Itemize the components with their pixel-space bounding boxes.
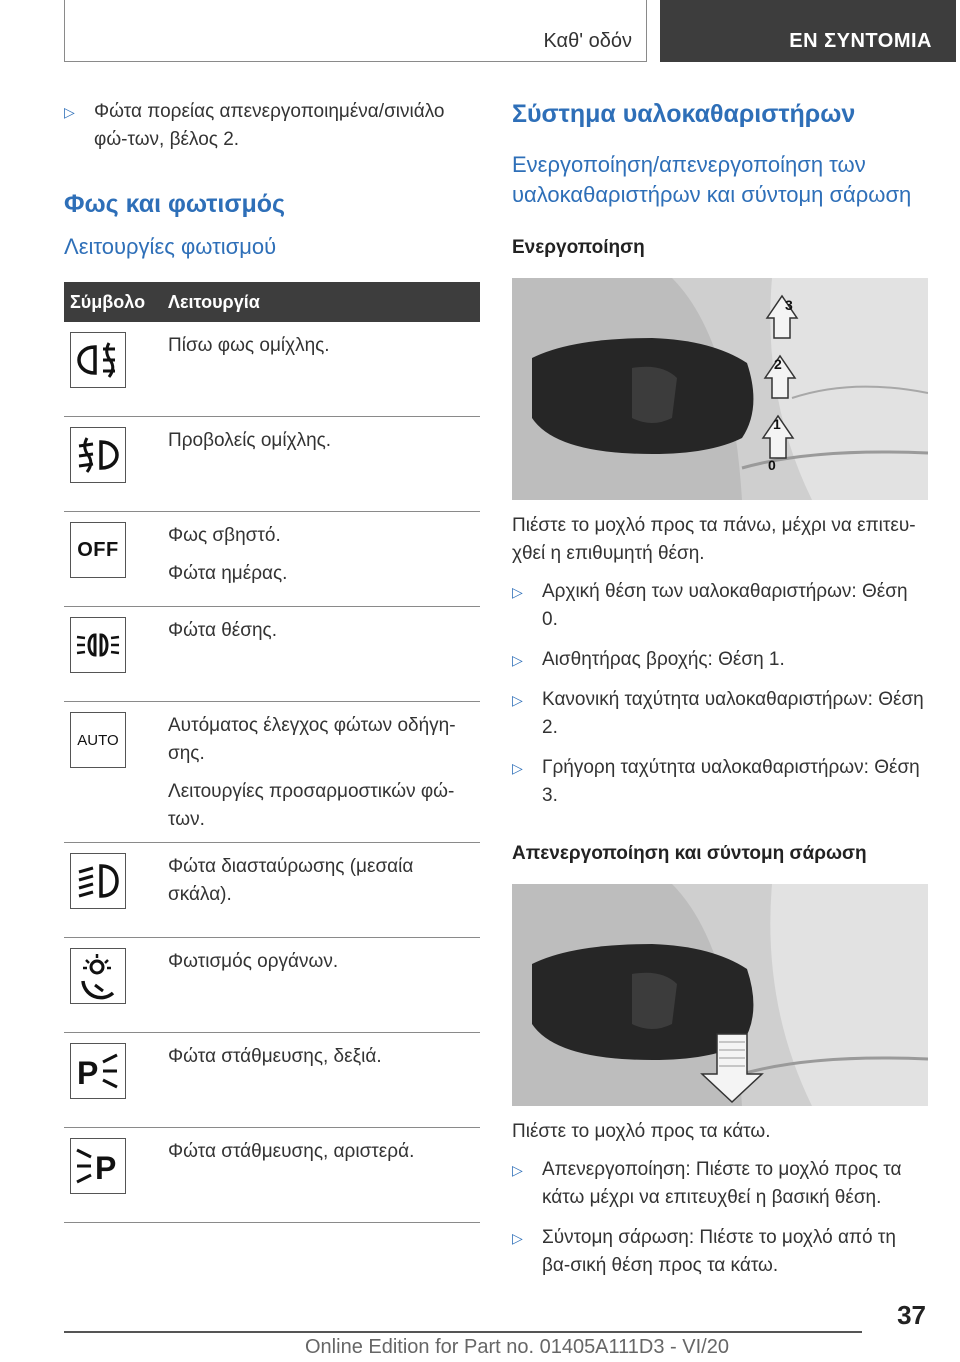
- function-text: Φωτισμός οργάνων.: [168, 951, 339, 972]
- list-item-text: Κανονική ταχύτητα υαλοκαθαριστήρων: Θέση 2.: [542, 689, 924, 738]
- function-cell: [162, 322, 480, 417]
- list-item: [512, 754, 928, 810]
- table-row: [64, 1128, 480, 1223]
- list-item: [512, 578, 928, 634]
- svg-text:P: P: [95, 1150, 117, 1186]
- list-item-text: Αισθητήρας βροχής: Θέση 1.: [542, 649, 785, 670]
- lights-off-icon: [70, 522, 126, 578]
- symbol-cell: [64, 1128, 162, 1223]
- list-item-text: Απενεργοποίηση: Πιέστε το μοχλό προς τα κάτω μέχρι να επιτευχθεί η βασική θέση.: [542, 1159, 902, 1208]
- right-column: [512, 98, 928, 1292]
- symbol-cell: [64, 843, 162, 938]
- bullet-triangle-icon: ▷: [64, 104, 75, 120]
- function-text: Φώτα ημέρας.: [168, 563, 288, 584]
- symbol-cell: [64, 607, 162, 702]
- bullet-triangle-icon: ▷: [512, 692, 523, 708]
- lighting-heading: Φως και φωτισμός: [64, 190, 286, 218]
- function-text: Προβολείς ομίχλης.: [168, 430, 332, 451]
- list-item-text: Αρχική θέση των υαλοκαθαριστήρων: Θέση 0.: [542, 581, 908, 630]
- page-number: 37: [897, 1300, 926, 1330]
- bullet-triangle-icon: ▷: [512, 1162, 523, 1178]
- function-cell: [162, 1033, 480, 1128]
- list-item: [512, 646, 928, 674]
- header-section-tab: [64, 0, 647, 62]
- list-item-text: Σύντομη σάρωση: Πιέστε το μοχλό από τη βα‐σική θέση προς τα κάτω.: [542, 1227, 896, 1276]
- lights-off-icon-label: OFF: [77, 538, 119, 561]
- table-row: [64, 322, 480, 417]
- function-cell: [162, 702, 480, 843]
- deactivation-text: Πιέστε το μοχλό προς τα κάτω.: [512, 1121, 771, 1142]
- auto-headlight-icon: [70, 712, 126, 768]
- activation-bullets: [512, 578, 928, 810]
- header-chapter-tab: [660, 0, 956, 62]
- symbol-cell: [64, 417, 162, 512]
- symbol-cell: [64, 702, 162, 843]
- function-text: Φώτα στάθμευσης, αριστερά.: [168, 1141, 415, 1162]
- parking-light-right-icon: [70, 1043, 126, 1099]
- function-cell: [162, 417, 480, 512]
- symbol-cell: [64, 1033, 162, 1128]
- lighting-functions-table: [64, 282, 480, 1223]
- intro-bullet: [64, 98, 480, 154]
- deactivation-title: Απενεργοποίηση και σύντομη σάρωση: [512, 843, 867, 864]
- function-cell: [162, 938, 480, 1033]
- table-row: [64, 417, 480, 512]
- function-cell: [162, 843, 480, 938]
- table-row: [64, 1033, 480, 1128]
- position-label-0: 0: [768, 457, 776, 473]
- function-text: Φώτα θέσης.: [168, 620, 277, 641]
- bullet-triangle-icon: ▷: [512, 652, 523, 668]
- position-label-1: 1: [773, 416, 781, 432]
- function-text: Αυτόματος έλεγχος φώτων οδήγη‐σης.: [168, 715, 456, 764]
- column-header-symbol: Σύμβολο: [64, 282, 162, 322]
- table-row: [64, 512, 480, 607]
- lighting-subheading: Λειτουργίες φωτισμού: [64, 234, 277, 259]
- bullet-triangle-icon: ▷: [512, 760, 523, 776]
- function-text: Φώτα διασταύρωσης (μεσαία σκάλα).: [168, 856, 414, 905]
- svg-text:P: P: [77, 1055, 99, 1091]
- function-cell: [162, 512, 480, 607]
- bullet-triangle-icon: ▷: [512, 1230, 523, 1246]
- table-row: [64, 607, 480, 702]
- list-item: [512, 1224, 928, 1280]
- wiper-lever-down-photo: [512, 884, 928, 1106]
- function-cell: [162, 607, 480, 702]
- parking-light-left-icon: [70, 1138, 126, 1194]
- wiper-lever-up-photo: [512, 278, 928, 500]
- wiper-heading: Σύστημα υαλοκαθαριστήρων: [512, 100, 856, 128]
- footer-divider: [64, 1331, 862, 1333]
- deactivation-bullets: [512, 1156, 928, 1280]
- activation-text: Πιέστε το μοχλό προς τα πάνω, μέχρι να επιτευ‐χθεί η επιθυμητή θέση.: [512, 515, 916, 564]
- header-chapter-label: ΕΝ ΣΥΝΤΟΜΙΑ: [789, 30, 932, 52]
- footer-edition: Online Edition for Part no. 01405A111D3 - VI/20: [305, 1336, 729, 1358]
- intro-bullet-text: Φώτα πορείας απενεργοποιημένα/σινιάλο φώ‐των, βέλος 2.: [94, 101, 445, 150]
- rear-fog-light-icon: [70, 332, 126, 388]
- symbol-cell: [64, 512, 162, 607]
- column-header-function: Λειτουργία: [162, 282, 480, 322]
- symbol-cell: [64, 322, 162, 417]
- wiper-subheading: Ενεργοποίηση/απενεργοποίηση των υαλοκαθαριστήρων και σύντομη σάρωση: [512, 152, 912, 207]
- front-fog-light-icon: [70, 427, 126, 483]
- low-beam-icon: [70, 853, 126, 909]
- bullet-triangle-icon: ▷: [512, 584, 523, 600]
- list-item: [512, 1156, 928, 1212]
- table-row: [64, 843, 480, 938]
- list-item-text: Γρήγορη ταχύτητα υαλοκαθαριστήρων: Θέση 3.: [542, 757, 920, 806]
- table-row: [64, 938, 480, 1033]
- instrument-lighting-icon: [70, 948, 126, 1004]
- table-row: [64, 702, 480, 843]
- auto-headlight-icon-label: AUTO: [77, 731, 119, 749]
- function-text: Λειτουργίες προσαρμοστικών φώ‐των.: [168, 781, 455, 830]
- table-header-row: [64, 282, 480, 322]
- position-label-3: 3: [785, 297, 793, 313]
- list-item: [512, 686, 928, 742]
- activation-title: Ενεργοποίηση: [512, 237, 645, 258]
- left-column: [64, 98, 480, 1223]
- position-label-2: 2: [774, 356, 782, 372]
- symbol-cell: [64, 938, 162, 1033]
- function-cell: [162, 1128, 480, 1223]
- function-text: Φώτα στάθμευσης, δεξιά.: [168, 1046, 382, 1067]
- function-text: Φως σβηστό.: [168, 525, 281, 546]
- position-lights-icon: [70, 617, 126, 673]
- function-text: Πίσω φως ομίχλης.: [168, 335, 330, 356]
- header-section-label: Καθ' οδόν: [543, 30, 632, 52]
